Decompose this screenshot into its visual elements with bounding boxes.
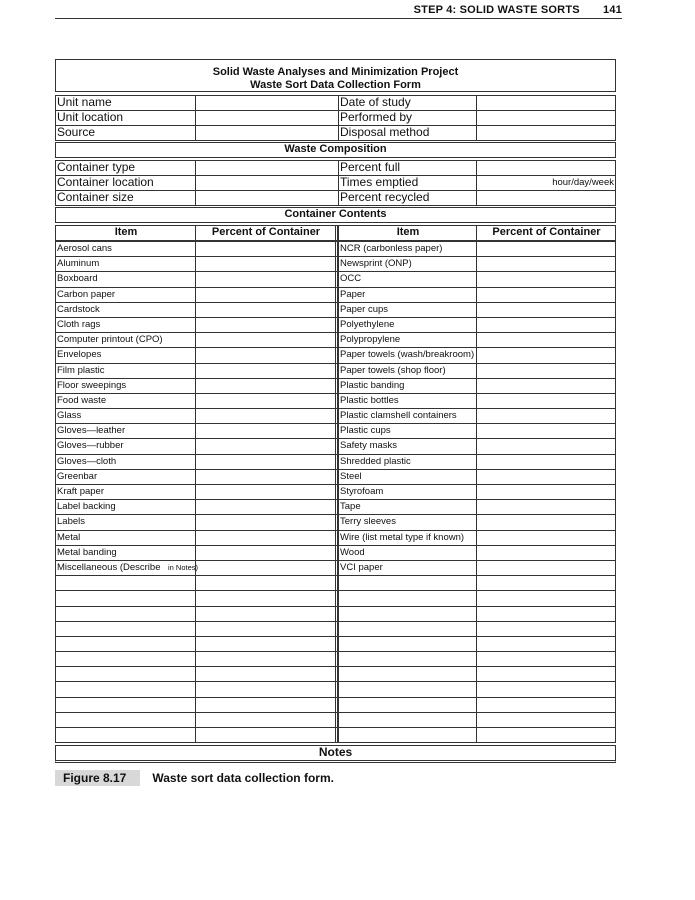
left-item-name: Miscellaneous (Describe in Notes) (57, 561, 199, 573)
contents-row (56, 484, 615, 499)
container-contents-table (55, 225, 616, 743)
contents-row (56, 393, 615, 408)
left-item-percent-field[interactable] (195, 288, 338, 302)
left-item-name: Kraft paper (57, 486, 104, 497)
left-item-percent-field[interactable] (195, 607, 338, 621)
contents-row (56, 499, 615, 514)
contents-row (56, 378, 615, 393)
contents-row (56, 666, 615, 681)
right-item-percent-field[interactable] (476, 622, 615, 636)
contents-row (56, 438, 615, 453)
contents-row (56, 408, 615, 423)
left-item-name: Computer printout (CPO) (57, 334, 163, 346)
figure-caption-text: Waste sort data collection form. (152, 771, 334, 785)
performed-by-field[interactable] (476, 111, 615, 125)
right-item-percent-field[interactable] (476, 607, 615, 621)
right-item-name: Paper towels (wash/breakroom) (338, 348, 476, 362)
left-item-percent-field[interactable] (195, 682, 338, 696)
figure-label: Figure 8.17 (55, 770, 140, 786)
left-item-percent-field[interactable] (195, 500, 338, 514)
left-item-percent-field[interactable] (195, 531, 338, 545)
source-field[interactable] (195, 126, 338, 140)
right-item-percent-field[interactable] (476, 576, 615, 590)
contents-row (56, 545, 615, 560)
right-item-name: Steel (338, 470, 476, 484)
contents-row (56, 302, 615, 317)
right-item-percent-field[interactable] (476, 470, 615, 484)
left-item-percent-field[interactable] (195, 591, 338, 605)
left-item-name (56, 698, 195, 712)
contents-row (56, 606, 615, 621)
contents-header-row (56, 226, 615, 241)
contents-row (56, 712, 615, 727)
left-item-percent-field[interactable] (195, 576, 338, 590)
item-column-header: Item (114, 226, 138, 238)
right-item-name: Plastic cups (338, 424, 476, 438)
page-number: 141 (603, 4, 622, 16)
left-item-name: Gloves—rubber (57, 440, 124, 452)
right-item-name (338, 622, 476, 636)
section-title: STEP 4: SOLID WASTE SORTS (413, 4, 580, 16)
right-item-percent-field[interactable] (476, 515, 615, 529)
contents-row (56, 241, 615, 256)
contents-row (56, 727, 615, 742)
container-row (56, 175, 615, 190)
right-item-name: Safety masks (338, 439, 476, 453)
percent-recycled-label: Percent recycled (338, 191, 476, 205)
right-item-name (338, 637, 476, 651)
contents-row (56, 347, 615, 362)
left-item-percent-field[interactable] (195, 561, 338, 575)
form-title-line1: Solid Waste Analyses and Minimization Project (212, 66, 459, 78)
container-location-field[interactable] (195, 176, 338, 190)
left-item-percent-field[interactable] (195, 257, 338, 271)
left-item-name: Greenbar (57, 470, 98, 482)
waste-sort-form (55, 59, 616, 763)
waste-composition-heading: Waste Composition (55, 142, 616, 158)
left-item-name: Aluminum (57, 258, 100, 270)
contents-row (56, 560, 615, 575)
left-item-name (56, 728, 195, 742)
left-item-percent-field[interactable] (195, 409, 338, 423)
percent-full-label: Percent full (338, 161, 476, 175)
contents-row (56, 363, 615, 378)
disposal-method-label: Disposal method (338, 126, 476, 140)
right-item-percent-field[interactable] (476, 728, 615, 742)
right-item-name: OCC (338, 272, 476, 286)
right-item-name (338, 698, 476, 712)
right-item-percent-field[interactable] (476, 394, 615, 408)
container-size-field[interactable] (195, 191, 338, 205)
performed-by-label: Performed by (338, 111, 476, 125)
contents-row (56, 271, 615, 286)
right-item-percent-field[interactable] (476, 303, 615, 317)
contents-row (56, 530, 615, 545)
unit-location-field[interactable] (195, 111, 338, 125)
right-item-percent-field[interactable] (476, 561, 615, 575)
right-item-name: Polyethylene (338, 318, 476, 332)
contents-row (56, 514, 615, 529)
right-item-percent-field[interactable] (476, 424, 615, 438)
right-item-percent-field[interactable] (476, 439, 615, 453)
right-item-name: Paper towels (shop floor) (338, 364, 476, 378)
left-item-percent-field[interactable] (195, 333, 338, 347)
notes-heading: Notes (55, 745, 616, 763)
left-item-percent-field[interactable] (195, 622, 338, 636)
left-item-name (56, 622, 195, 636)
container-row (56, 190, 615, 205)
left-item-percent-field[interactable] (195, 379, 338, 393)
right-item-percent-field[interactable] (476, 682, 615, 696)
left-item-name: Labels (57, 516, 85, 528)
contents-row (56, 621, 615, 636)
contents-row (56, 317, 615, 332)
left-item-percent-field[interactable] (195, 546, 338, 560)
right-item-percent-field[interactable] (476, 637, 615, 651)
left-item-name: Gloves—cloth (57, 455, 117, 467)
right-item-percent-field[interactable] (476, 318, 615, 332)
times-emptied-unit-hint: hour/day/week (552, 177, 614, 188)
left-item-percent-field[interactable] (195, 667, 338, 681)
unit-name-label: Unit name (57, 95, 112, 109)
right-item-percent-field[interactable] (476, 257, 615, 271)
misc-note: in Notes) (167, 561, 198, 575)
right-item-name: Wood (338, 546, 476, 560)
container-type-label: Container type (57, 160, 136, 174)
left-item-name: Cloth rags (57, 318, 101, 330)
right-item-percent-field[interactable] (476, 333, 615, 347)
right-item-name: Plastic banding (338, 379, 476, 393)
percent-recycled-field[interactable] (476, 191, 615, 205)
left-item-name (56, 652, 195, 666)
right-item-name (338, 682, 476, 696)
left-item-name: Film plastic (57, 364, 105, 376)
contents-row (56, 332, 615, 347)
right-item-name: Wire (list metal type if known) (338, 531, 476, 545)
contents-row (56, 697, 615, 712)
right-item-name: Styrofoam (338, 485, 476, 499)
left-item-name: Aerosol cans (57, 243, 112, 254)
right-item-name: Plastic clamshell containers (338, 409, 476, 423)
left-item-name (56, 591, 195, 605)
item-column-header: Item (338, 226, 476, 240)
left-item-name: Boxboard (57, 273, 98, 285)
left-item-percent-field[interactable] (195, 652, 338, 666)
right-item-percent-field[interactable] (476, 531, 615, 545)
contents-row (56, 423, 615, 438)
contents-row (56, 287, 615, 302)
date-of-study-field[interactable] (476, 96, 615, 110)
left-item-percent-field[interactable] (195, 394, 338, 408)
running-header (55, 4, 622, 19)
left-item-name: Glass (57, 410, 82, 422)
times-emptied-field[interactable] (476, 176, 615, 190)
left-item-name: Envelopes (57, 349, 102, 361)
right-item-percent-field[interactable] (476, 485, 615, 499)
left-item-name: Metal banding (57, 546, 117, 558)
unit-row (56, 125, 615, 140)
left-item-name: Floor sweepings (57, 379, 127, 391)
unit-row (56, 96, 615, 110)
right-item-name: Plastic bottles (338, 394, 476, 408)
right-item-percent-field[interactable] (476, 364, 615, 378)
left-item-percent-field[interactable] (195, 515, 338, 529)
left-item-name (56, 637, 195, 651)
right-item-name: Paper (338, 288, 476, 302)
left-item-percent-field[interactable] (195, 272, 338, 286)
right-item-name (338, 576, 476, 590)
right-item-percent-field[interactable] (476, 546, 615, 560)
left-item-percent-field[interactable] (195, 318, 338, 332)
left-item-name (56, 667, 195, 681)
right-item-name: Polypropylene (338, 333, 476, 347)
right-item-name (338, 667, 476, 681)
left-item-percent-field[interactable] (195, 637, 338, 651)
left-item-name (56, 576, 195, 590)
contents-row (56, 454, 615, 469)
form-title-line2: Waste Sort Data Collection Form (250, 79, 421, 91)
right-item-name: Tape (338, 500, 476, 514)
right-item-percent-field[interactable] (476, 652, 615, 666)
contents-row (56, 590, 615, 605)
left-item-percent-field[interactable] (195, 303, 338, 317)
right-item-percent-field[interactable] (476, 591, 615, 605)
left-item-percent-field[interactable] (195, 698, 338, 712)
unit-row (56, 110, 615, 125)
unit-location-label: Unit location (57, 110, 124, 124)
contents-row (56, 575, 615, 590)
container-info-grid (55, 160, 616, 206)
left-item-percent-field[interactable] (195, 242, 338, 256)
left-item-percent-field[interactable] (195, 713, 338, 727)
right-item-name (338, 728, 476, 742)
right-item-name (338, 713, 476, 727)
right-item-name (338, 591, 476, 605)
left-item-name (56, 607, 195, 621)
right-item-percent-field[interactable] (476, 455, 615, 469)
left-item-percent-field[interactable] (195, 424, 338, 438)
figure-caption (55, 770, 334, 786)
disposal-method-field[interactable] (476, 126, 615, 140)
right-item-name: Terry sleeves (338, 515, 476, 529)
right-item-percent-field[interactable] (476, 500, 615, 514)
right-item-name: NCR (carbonless paper) (338, 242, 476, 256)
right-item-percent-field[interactable] (476, 379, 615, 393)
container-size-label: Container size (57, 190, 134, 204)
container-contents-heading: Container Contents (55, 207, 616, 223)
right-item-percent-field[interactable] (476, 698, 615, 712)
percent-column-header: Percent of Container (195, 226, 338, 240)
right-item-percent-field[interactable] (476, 667, 615, 681)
left-item-name: Food waste (57, 394, 107, 406)
percent-full-field[interactable] (476, 161, 615, 175)
contents-row (56, 469, 615, 484)
left-item-name: Gloves—leather (57, 425, 126, 437)
right-item-name: Shredded plastic (338, 455, 476, 469)
container-location-label: Container location (57, 175, 154, 189)
left-item-percent-field[interactable] (195, 728, 338, 742)
container-row (56, 161, 615, 175)
contents-row (56, 681, 615, 696)
right-item-percent-field[interactable] (476, 409, 615, 423)
percent-column-header: Percent of Container (476, 226, 615, 240)
left-item-name: Carbon paper (57, 288, 116, 300)
right-item-percent-field[interactable] (476, 242, 615, 256)
right-item-name: Paper cups (338, 303, 476, 317)
right-item-percent-field[interactable] (476, 288, 615, 302)
left-item-percent-field[interactable] (195, 470, 338, 484)
right-item-name (338, 607, 476, 621)
right-item-percent-field[interactable] (476, 348, 615, 362)
left-item-percent-field[interactable] (195, 348, 338, 362)
form-title (55, 59, 616, 92)
left-item-percent-field[interactable] (195, 439, 338, 453)
source-label: Source (57, 125, 96, 139)
left-item-name: Metal (57, 531, 81, 543)
contents-row (56, 651, 615, 666)
left-item-percent-field[interactable] (195, 455, 338, 469)
right-item-percent-field[interactable] (476, 272, 615, 286)
right-item-percent-field[interactable] (476, 713, 615, 727)
left-item-percent-field[interactable] (195, 364, 338, 378)
right-item-name (338, 652, 476, 666)
right-item-name: VCI paper (338, 561, 476, 575)
right-item-name: Newsprint (ONP) (338, 257, 476, 271)
unit-name-field[interactable] (195, 96, 338, 110)
unit-info-grid (55, 95, 616, 141)
left-item-name (56, 682, 195, 696)
left-item-name (56, 713, 195, 727)
left-item-name: Label backing (57, 501, 116, 513)
left-item-name: Cardstock (57, 303, 100, 315)
left-item-percent-field[interactable] (195, 485, 338, 499)
contents-row (56, 256, 615, 271)
container-type-field[interactable] (195, 161, 338, 175)
contents-row (56, 636, 615, 651)
times-emptied-label: Times emptied (338, 176, 476, 190)
date-of-study-label: Date of study (338, 96, 476, 110)
